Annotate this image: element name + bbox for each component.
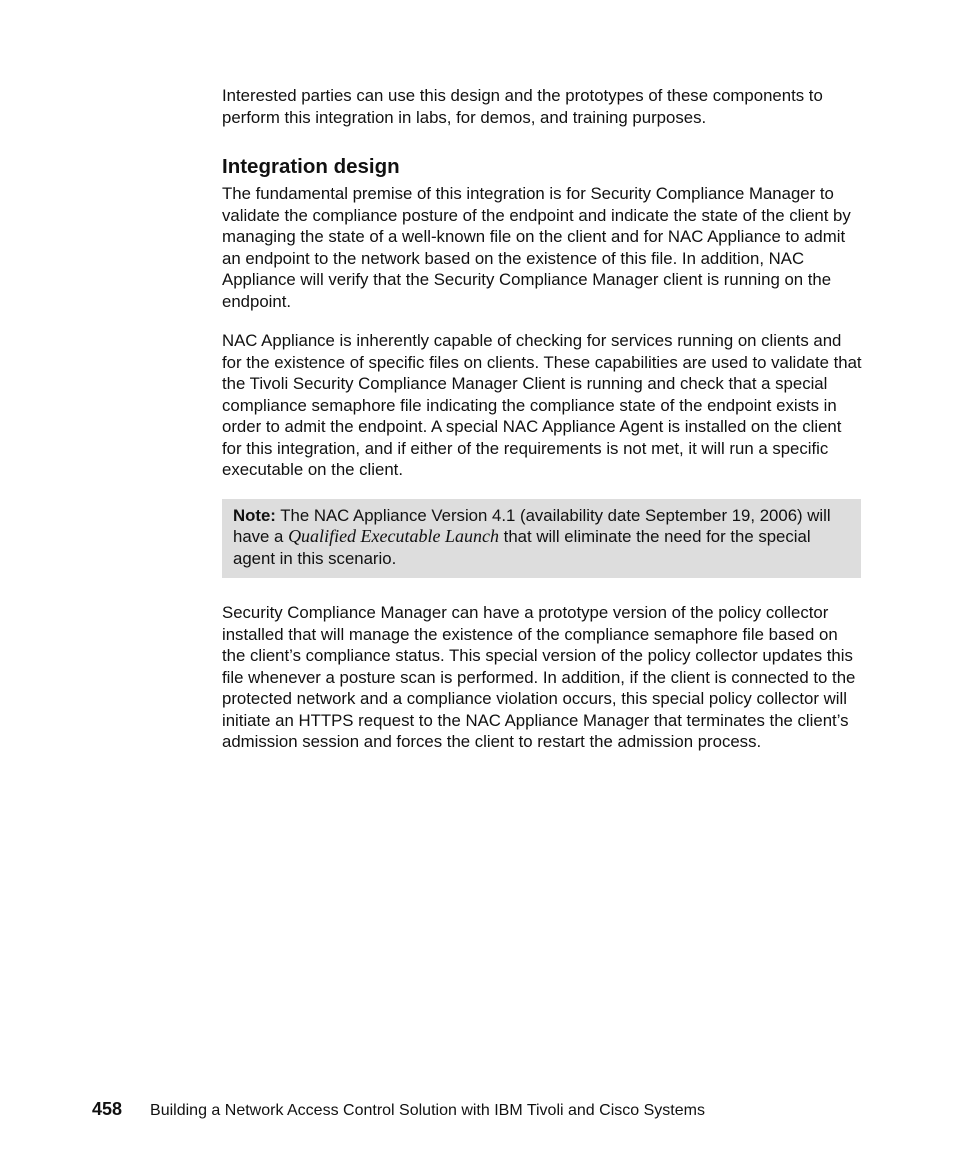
intro-paragraph: Interested parties can use this design and the prototypes of these components to perform this integration in labs, for demos, and training purposes. (222, 86, 823, 127)
body-paragraph-premise: The fundamental premise of this integration is for Security Compliance Manager to validate the compliance posture of the endpoint and indicate the state of the client by managing the state of a well-known file on the client and for NAC Appliance to admit an endpoint to the network based on the existence of this file. In addition, NAC Appliance will verify that the Security Compliance Manager client is running on the endpoint. (222, 184, 851, 311)
note-label: Note: (233, 505, 276, 525)
body-paragraph-capabilities: NAC Appliance is inherently capable of checking for services running on clients and for the existence of specific files on clients. These capabilities are used to validate that the Tivoli Security Compliance Manager Client is running and check that a special compliance semaphore file indicating the compliance state of the endpoint exists in order to admit the endpoint. A special NAC Appliance Agent is installed on the client for this integration, and if either of the requirements is not met, it will run a specific executable on the client. (222, 331, 862, 479)
footer-book-title: Building a Network Access Control Solution with IBM Tivoli and Cisco Systems (150, 1102, 705, 1119)
note-text-before: The NAC Appliance Version 4.1 (availability date September 19, 2006) will have a (233, 505, 831, 546)
page-number: 458 (92, 1099, 123, 1119)
note-italic-term: Qualified Executable Launch (288, 526, 500, 546)
note-box (222, 499, 861, 579)
note-text-after: that will eliminate the need for the special agent in this scenario. (233, 527, 811, 568)
note-text (233, 505, 850, 570)
page-footer (92, 1098, 705, 1122)
page-content (222, 85, 862, 753)
body-paragraph-policy-collector: Security Compliance Manager can have a prototype version of the policy collector installed that will manage the existence of the compliance semaphore file based on the client’s compliance status. This special version of the policy collector updates this file whenever a posture scan is performed. In addition, if the client is connected to the protected network and a compliance violation occurs, this special policy collector will initiate an HTTPS request to the NAC Appliance Manager that terminates the client’s admission session and forces the client to restart the admission process. (222, 603, 856, 751)
section-heading: Integration design (222, 155, 400, 178)
